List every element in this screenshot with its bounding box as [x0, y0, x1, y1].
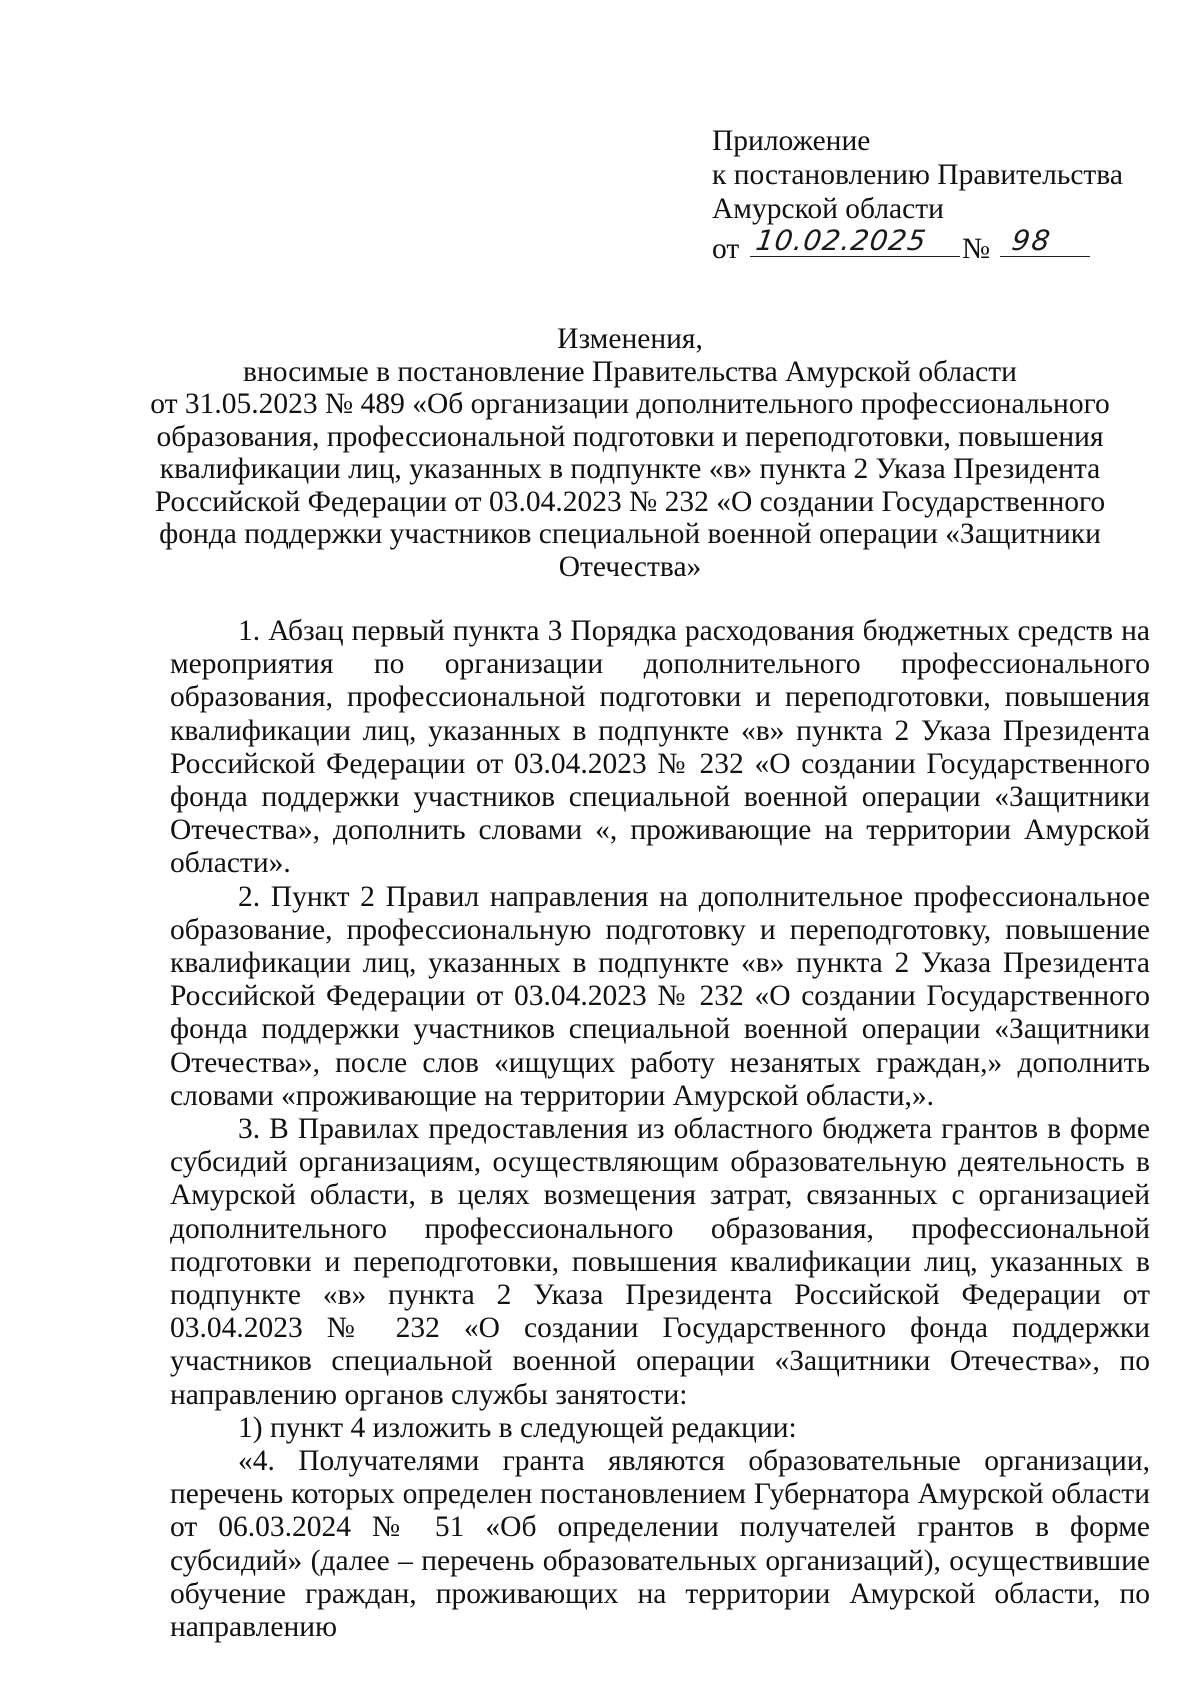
title-line: от 31.05.2023 № 489 «Об организации дополнительного профессионального	[150, 388, 1110, 420]
title-line: Отечества»	[558, 550, 702, 583]
paragraph-3: 3. В Правилах предоставления из областного бюджета грантов в форме субсидий организациям, осуществляющим образовательную деятельность в Амурской области, в целях возмещения затрат, связанных с организацией дополнительного профессионального образования, профессиональной подготовки и переподготовки, повышения квалификации лиц, указанных в подпункте «в» пункта 2 Указа Президента Российской Федерации от 03.04.2023 № 232 «О создании Государственного фонда поддержки участников специальной военной операции «Защитники Отечества», по направлению органов службы занятости:	[170, 1113, 1150, 1411]
number-sign: №	[962, 233, 991, 265]
title-line: образования, профессиональной подготовки и переподготовки, повышения	[156, 420, 1104, 453]
paragraph-4: 1) пункт 4 изложить в следующей редакции:	[238, 1411, 797, 1444]
handwritten-number: 98	[1009, 224, 1055, 257]
appendix-date-number-row	[712, 226, 1132, 264]
title-line: фонда поддержки участников специальной военной операции «Защитники	[159, 518, 1101, 550]
paragraph-5: «4. Получателями гранта являются образовательные организации, перечень которых определен постановлением Губернатора Амурской области от 06.03.2024 № 51 «Об определении получателей грантов в форме субсидий» (далее – перечень образовательных организаций), осуществившие обучение граждан, проживающих на территории Амурской области, по направлению	[170, 1445, 1150, 1644]
appendix-title: Приложение	[712, 125, 871, 157]
title-line: квалификации лиц, указанных в подпункте «в» пункта 2 Указа Президента	[159, 453, 1101, 485]
paragraph-1: 1. Абзац первый пункта 3 Порядка расходования бюджетных средств на мероприятия по организации дополнительного профессионального образования, профессиональной подготовки и переподготовки, повышения квалификации лиц, указанных в подпункте «в» пункта 2 Указа Президента Российской Федерации от 03.04.2023 № 232 «О создании Государственного фонда поддержки участников специальной военной операции «Защитники Отечества», дополнить словами «, проживающие на территории Амурской области».	[170, 615, 1150, 880]
document-body	[170, 615, 1150, 1644]
document-title	[150, 323, 1110, 583]
date-prefix: от	[712, 233, 740, 265]
title-line: вносимые в постановление Правительства Амурской области	[243, 355, 1017, 388]
title-line: Российской Федерации от 03.04.2023 № 232 «О создании Государственного	[154, 485, 1106, 518]
handwritten-date: 10.02.2025	[753, 224, 929, 257]
appendix-subtitle: к постановлению Правительства	[712, 159, 1123, 191]
title-line: Изменения,	[557, 323, 703, 355]
appendix-region: Амурской области	[712, 193, 944, 225]
appendix-header	[712, 124, 1132, 264]
paragraph-2: 2. Пункт 2 Правил направления на дополнительное профессиональное образование, профессиональную подготовку и переподготовку, повышение квалификации лиц, указанных в подпункте «в» пункта 2 Указа Президента Российской Федерации от 03.04.2023 № 232 «О создании Государственного фонда поддержки участников специальной военной операции «Защитники Отечества», после слов «ищущих работу незанятых граждан,» дополнить словами «проживающие на территории Амурской области,».	[170, 880, 1150, 1112]
